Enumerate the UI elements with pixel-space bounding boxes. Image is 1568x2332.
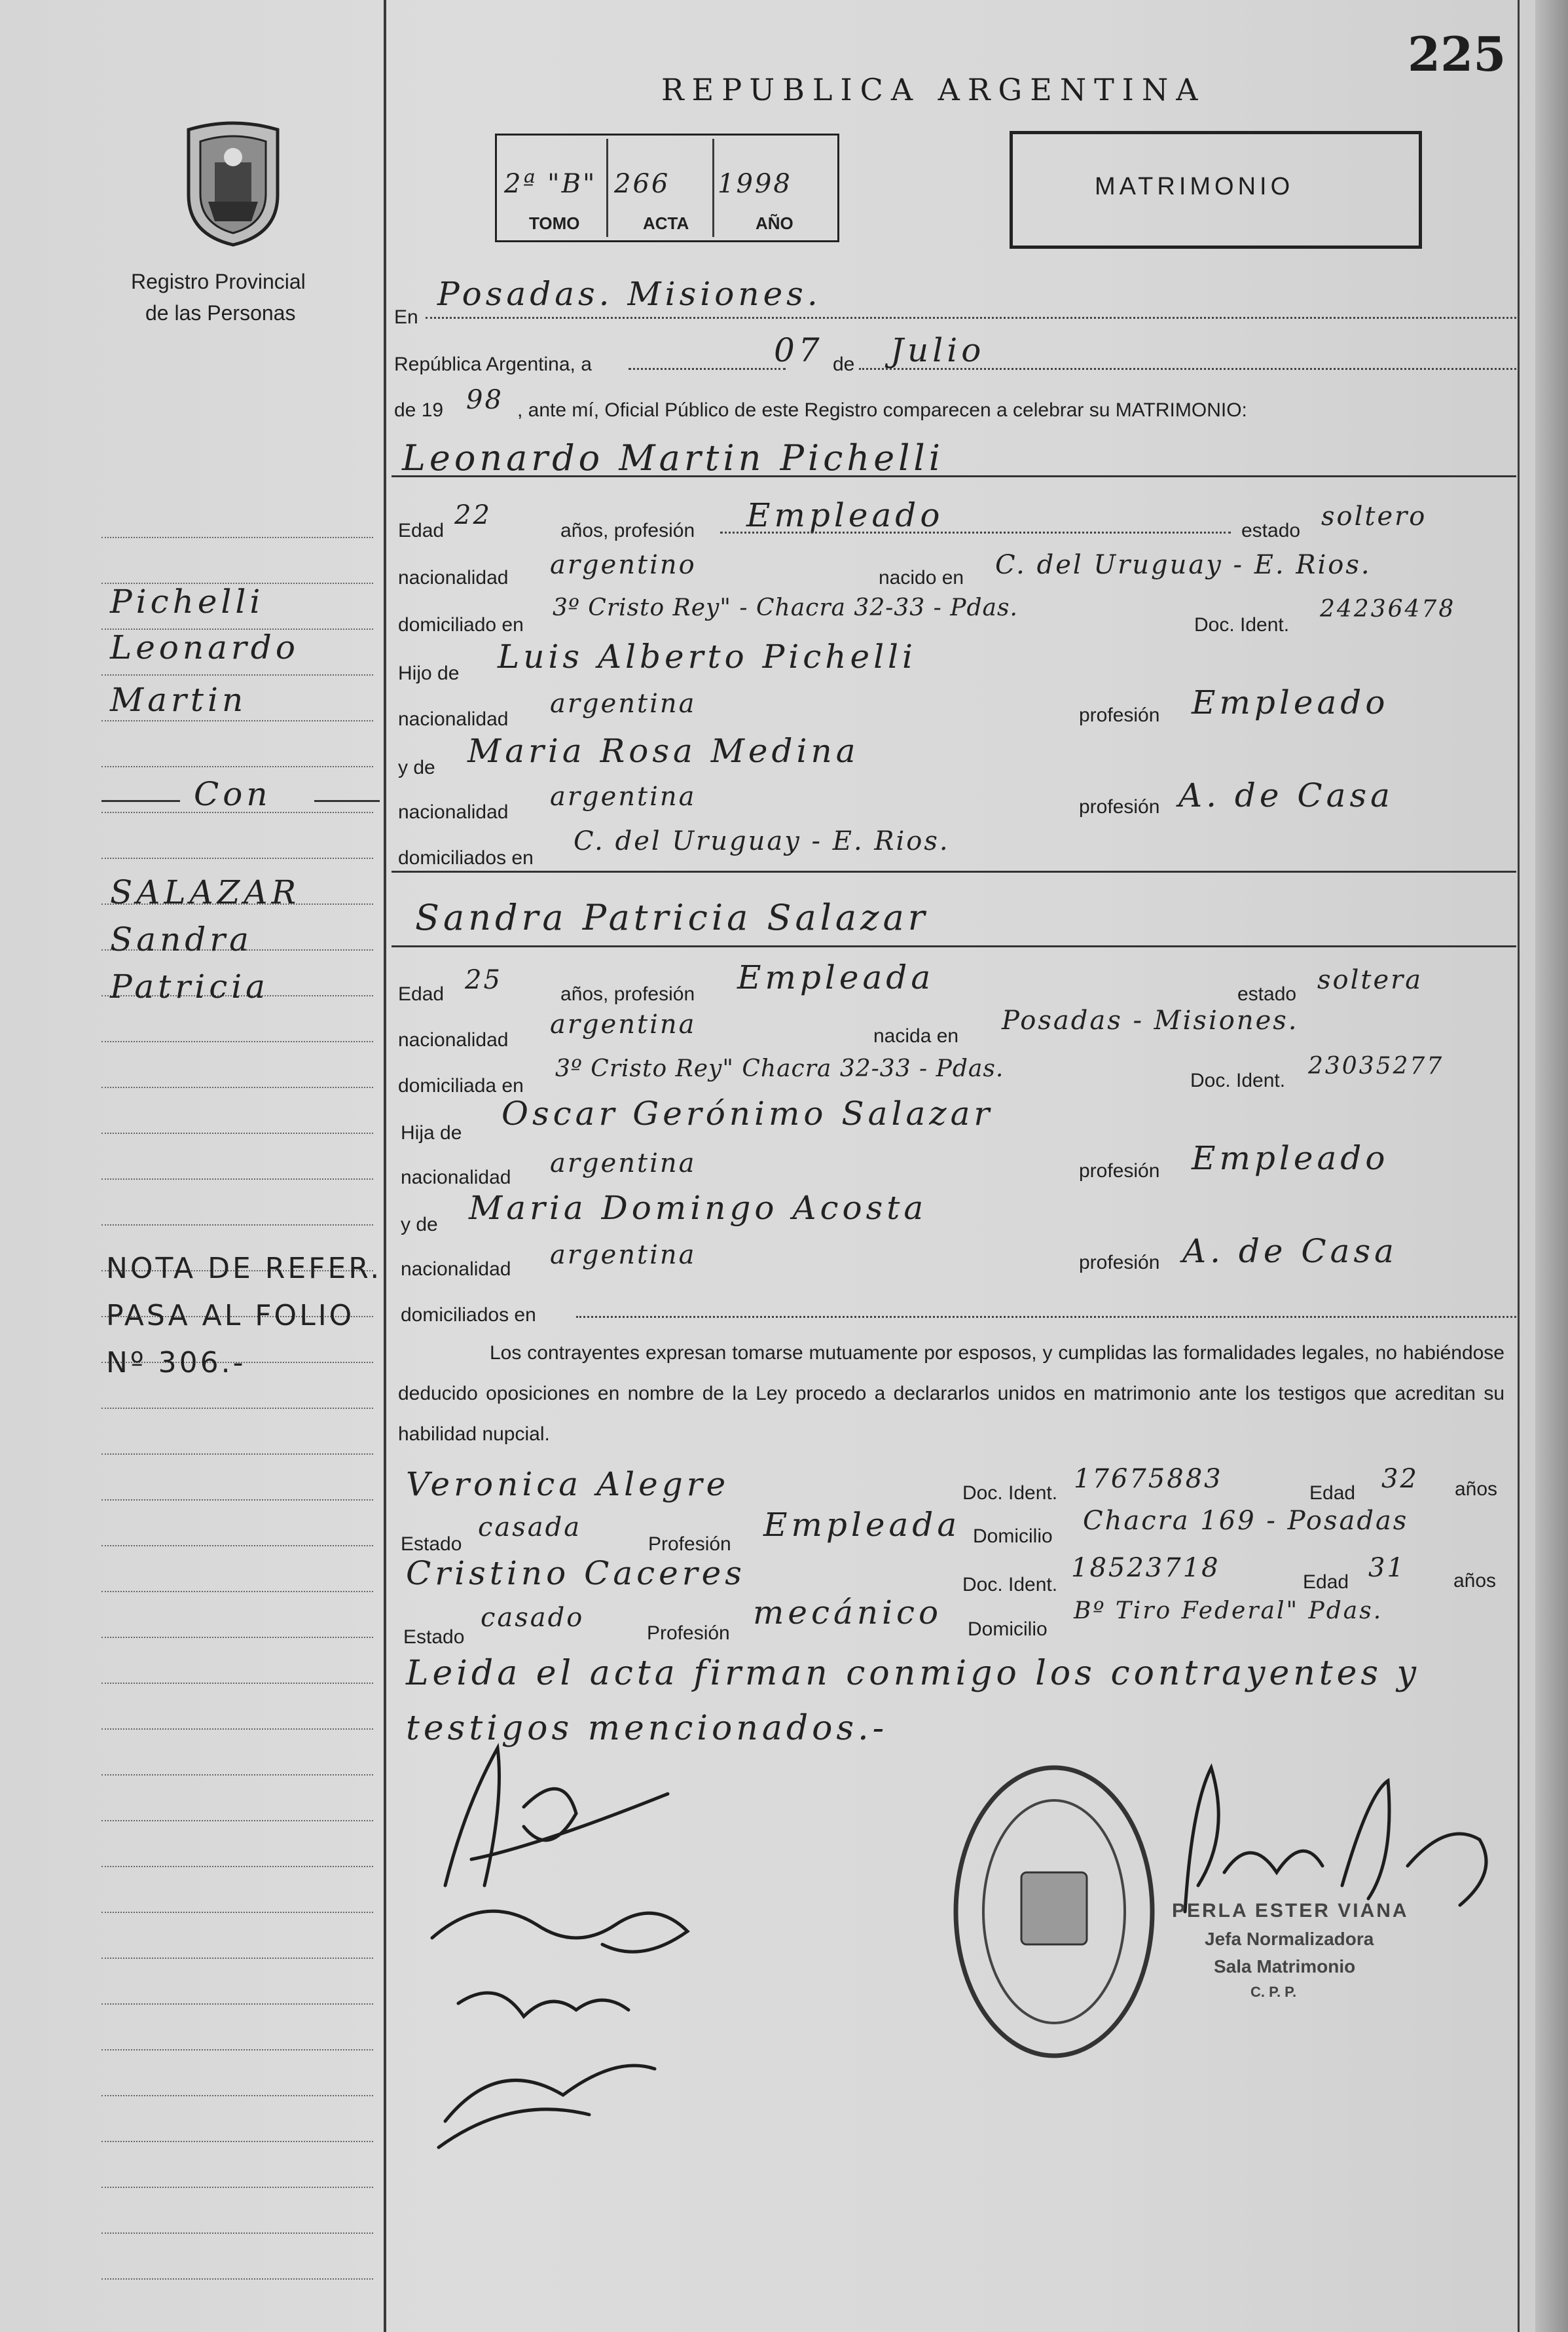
groom-doc: 24236478	[1320, 596, 1456, 623]
label-bride-father-nationality: nacionalidad	[401, 1167, 511, 1188]
bride-doc: 23035277	[1308, 1053, 1444, 1080]
label-w1-profesion: Profesión	[648, 1533, 731, 1555]
witness-2-age: 31	[1368, 1553, 1406, 1583]
witness-1-address: Chacra 169 - Posadas	[1083, 1506, 1409, 1536]
label-hija-de: Hija de	[401, 1122, 462, 1144]
margin-con-line-left	[101, 800, 180, 802]
label-bride-mother-profession: profesión	[1079, 1252, 1160, 1273]
bride-father-nationality: argentina	[550, 1148, 697, 1178]
margin-ruled-line	[101, 2141, 373, 2142]
record-box-divider-2	[712, 139, 714, 237]
margin-ruled-line	[101, 2232, 373, 2234]
margin-ruled-line	[101, 766, 373, 767]
margin-ruled-line	[101, 1041, 373, 1042]
statement-text: Los contrayentes expresan tomarse mutuamente por esposos, y cumplidas las formalidades legales, no habiéndose deducido oposiciones en nombre de la Ley procedo a declararlos unidos en matrimonio ante los testigos que acreditan su habilidad nupcial.	[398, 1342, 1504, 1445]
bride-age: 25	[465, 965, 502, 995]
record-box-divider-1	[606, 139, 608, 237]
margin-ruled-line	[101, 1133, 373, 1134]
official-name: PERLA ESTER VIANA	[1172, 1900, 1409, 1922]
right-border-rule	[1518, 0, 1520, 2332]
label-father-nationality: nacionalidad	[398, 708, 509, 730]
witness-1-age: 32	[1381, 1464, 1419, 1494]
closing-text: Leida el acta firman conmigo los contrayentes y testigos mencionados.-	[406, 1654, 1421, 1748]
groom-parents-address: C. del Uruguay - E. Rios.	[574, 826, 950, 856]
witness-2-doc: 18523718	[1071, 1553, 1220, 1583]
margin-ruled-line	[101, 1178, 373, 1180]
place-value: Posadas. Misiones.	[437, 275, 822, 313]
margin-ruled-line	[101, 1958, 373, 1959]
margin-ruled-line	[101, 1728, 373, 1730]
anio-value: 1998	[718, 169, 792, 199]
groom-name-line	[392, 475, 1516, 477]
groom-name: Leonardo Martin Pichelli	[402, 437, 944, 479]
signatures	[406, 1728, 733, 2200]
bride-profession: Empleada	[737, 958, 935, 996]
margin-con: Con	[194, 775, 272, 813]
label-republica: República Argentina, a	[394, 354, 592, 375]
bride-mother-profession: A. de Casa	[1182, 1232, 1398, 1270]
label-bride-estado: estado	[1237, 983, 1297, 1005]
label-w1-anios: años	[1455, 1478, 1498, 1500]
bride-father: Oscar Gerónimo Salazar	[501, 1095, 994, 1133]
margin-ruled-line	[101, 1499, 373, 1501]
label-ante-mi: , ante mí, Oficial Público de este Registro comparecen a celebrar su MATRIMONIO:	[517, 399, 1247, 421]
groom-father-nationality: argentina	[550, 689, 697, 719]
margin-ruled-line	[101, 858, 373, 859]
margin-given-1: Leonardo	[110, 629, 299, 666]
witness-1-status: casada	[478, 1512, 582, 1542]
label-y-de: y de	[398, 757, 435, 778]
margin-ruled-line	[101, 1453, 373, 1455]
bride-name: Sandra Patricia Salazar	[415, 897, 929, 938]
margin-note-line1: NOTA DE REFER.	[106, 1252, 382, 1285]
line-groom-prof	[720, 532, 1231, 534]
label-w2-profesion: Profesión	[647, 1622, 730, 1644]
witness-2-profession: mecánico	[753, 1594, 943, 1631]
official-seal-icon	[949, 1761, 1159, 2062]
label-de-19: de 19	[394, 399, 444, 421]
label-domiciliados-en: domiciliados en	[398, 847, 534, 869]
bride-top-line	[392, 871, 1516, 873]
label-en: En	[394, 306, 418, 328]
label-de: de	[833, 354, 855, 375]
margin-ruled-line	[101, 1912, 373, 1913]
tomo-label: TOMO	[529, 213, 580, 233]
groom-address: 3º Cristo Rey" - Chacra 32-33 - Pdas.	[553, 594, 1018, 621]
label-hijo-de: Hijo de	[398, 663, 460, 684]
margin-note-line3: Nº 306.-	[106, 1346, 246, 1379]
margin-surname-1: Pichelli	[110, 583, 264, 621]
margin-ruled-line	[101, 1637, 373, 1638]
margin-ruled-line	[101, 2187, 373, 2188]
label-domiciliado-en: domiciliado en	[398, 614, 524, 636]
month-value: Julio	[890, 331, 985, 369]
margin-ruled-line	[101, 720, 373, 721]
witness-2-name: Cristino Caceres	[406, 1554, 746, 1592]
margin-given-2b: Patricia	[110, 968, 269, 1006]
day-value: 07	[774, 331, 824, 369]
label-bride-domiciliados-en: domiciliados en	[401, 1304, 536, 1326]
margin-ruled-line	[101, 537, 373, 538]
witness-1-name: Veronica Alegre	[406, 1465, 730, 1503]
witness-2-status: casado	[481, 1603, 585, 1633]
label-bride-mother-nationality: nacionalidad	[401, 1258, 511, 1280]
margin-note-line2: PASA AL FOLIO	[106, 1299, 355, 1332]
label-w2-domicilio: Domicilio	[968, 1618, 1048, 1640]
bride-mother: Maria Domingo Acosta	[469, 1189, 928, 1227]
margin-ruled-line	[101, 1087, 373, 1088]
tomo-value: 2ª "B"	[504, 169, 597, 199]
line-bride-parents-address	[576, 1316, 1516, 1318]
groom-age: 22	[454, 500, 492, 530]
margin-ruled-line	[101, 1774, 373, 1776]
official-abbrev: C. P. P.	[1250, 1984, 1297, 2000]
bride-name-line	[392, 945, 1516, 947]
label-doc-ident: Doc. Ident.	[1194, 614, 1290, 636]
official-title: Jefa Normalizadora	[1205, 1929, 1374, 1949]
margin-given-2: Sandra	[110, 920, 253, 958]
label-anios-profesion: años, profesión	[560, 520, 695, 541]
bride-father-profession: Empleado	[1192, 1139, 1389, 1177]
label-father-profession: profesión	[1079, 704, 1160, 726]
page-number: 225	[1408, 26, 1506, 82]
bride-civil-status: soltera	[1317, 965, 1423, 995]
margin-ruled-line	[101, 2095, 373, 2096]
margin-ruled-line	[101, 2049, 373, 2050]
registry-name-line1: Registro Provincial	[131, 270, 306, 293]
anio-label: AÑO	[756, 213, 793, 233]
margin-ruled-line	[101, 1408, 373, 1409]
label-w1-edad: Edad	[1309, 1482, 1356, 1504]
witness-1-doc: 17675883	[1074, 1464, 1223, 1494]
label-bride-anios-profesion: años, profesión	[560, 983, 695, 1005]
margin-con-line-right	[314, 800, 380, 802]
groom-father: Luis Alberto Pichelli	[498, 638, 917, 676]
label-w2-doc: Doc. Ident.	[962, 1574, 1058, 1595]
line-day	[629, 368, 786, 370]
margin-ruled-line	[101, 1545, 373, 1546]
label-w1-domicilio: Domicilio	[973, 1525, 1053, 1547]
groom-mother: Maria Rosa Medina	[467, 732, 860, 770]
margin-ruled-line	[101, 1683, 373, 1684]
act-type-label: MATRIMONIO	[1095, 173, 1294, 200]
registry-name-line2: de las Personas	[145, 301, 296, 325]
label-nacido-en: nacido en	[879, 567, 964, 589]
label-w1-doc: Doc. Ident.	[962, 1482, 1058, 1504]
label-bride-edad: Edad	[398, 983, 445, 1005]
margin-ruled-line	[101, 674, 373, 676]
label-estado: estado	[1241, 520, 1301, 541]
label-bride-father-profession: profesión	[1079, 1160, 1160, 1182]
bride-address: 3º Cristo Rey" Chacra 32-33 - Pdas.	[555, 1055, 1004, 1082]
province-seal-icon	[175, 117, 291, 247]
witness-2-address: Bº Tiro Federal" Pdas.	[1074, 1597, 1383, 1624]
bride-mother-nationality: argentina	[550, 1240, 697, 1270]
label-domiciliada-en: domiciliada en	[398, 1075, 524, 1097]
margin-surname-2: SALAZAR	[110, 873, 301, 911]
label-bride-y-de: y de	[401, 1214, 438, 1235]
margin-ruled-line	[101, 1224, 373, 1226]
groom-mother-profession: A. de Casa	[1178, 776, 1394, 814]
groom-profession: Empleado	[746, 496, 944, 534]
label-w2-estado: Estado	[403, 1626, 465, 1648]
label-mother-profession: profesión	[1079, 796, 1160, 818]
label-bride-nacionalidad: nacionalidad	[398, 1029, 509, 1051]
country-title: REPUBLICA ARGENTINA	[661, 72, 1206, 107]
groom-birthplace: C. del Uruguay - E. Rios.	[995, 550, 1372, 580]
margin-ruled-line	[101, 1820, 373, 1821]
margin-ruled-line	[101, 2003, 373, 2005]
acta-label: ACTA	[643, 213, 689, 233]
official-office: Sala Matrimonio	[1214, 1956, 1356, 1977]
label-w2-edad: Edad	[1303, 1571, 1349, 1593]
page-edge	[1535, 0, 1568, 2332]
bride-birthplace: Posadas - Misiones.	[1002, 1006, 1299, 1036]
label-nacida-en: nacida en	[873, 1025, 959, 1047]
groom-civil-status: soltero	[1321, 501, 1427, 532]
label-edad: Edad	[398, 520, 445, 541]
margin-ruled-line	[101, 2278, 373, 2280]
line-place	[426, 317, 1516, 319]
label-bride-doc-ident: Doc. Ident.	[1190, 1070, 1286, 1091]
witness-1-profession: Empleada	[763, 1506, 961, 1544]
year-suffix-value: 98	[466, 385, 503, 415]
bride-nationality: argentina	[550, 1010, 697, 1040]
label-w2-anios: años	[1453, 1570, 1497, 1592]
label-nacionalidad: nacionalidad	[398, 567, 509, 589]
groom-mother-nationality: argentina	[550, 782, 697, 812]
label-w1-estado: Estado	[401, 1533, 462, 1555]
label-mother-nationality: nacionalidad	[398, 801, 509, 823]
margin-ruled-line	[101, 1866, 373, 1867]
groom-father-profession: Empleado	[1192, 683, 1389, 721]
groom-nationality: argentino	[550, 550, 697, 580]
margin-ruled-line	[101, 1591, 373, 1592]
acta-value: 266	[614, 169, 670, 199]
left-column-rule	[384, 0, 386, 2332]
margin-given-1b: Martin	[110, 681, 247, 719]
